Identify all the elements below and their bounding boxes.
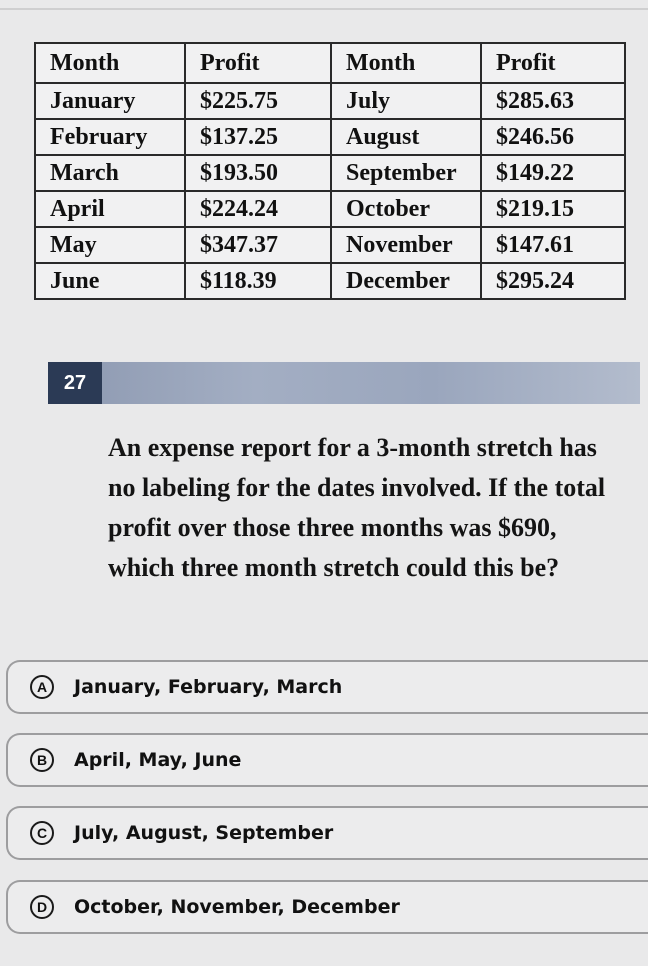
table-cell: $149.22 [481, 155, 625, 191]
table-cell: February [35, 119, 185, 155]
table-cell: $347.37 [185, 227, 331, 263]
table-cell: July [331, 83, 481, 119]
header-profit-2: Profit [481, 43, 625, 83]
table-cell: October [331, 191, 481, 227]
table-cell: $246.56 [481, 119, 625, 155]
choice-text-b: April, May, June [74, 749, 242, 771]
table-row [35, 119, 625, 155]
top-divider [0, 8, 648, 10]
table-row [35, 155, 625, 191]
table-cell: August [331, 119, 481, 155]
table-row [35, 83, 625, 119]
table-row [35, 227, 625, 263]
table-cell: September [331, 155, 481, 191]
question-header-band [48, 362, 640, 404]
profit-table [34, 42, 626, 300]
table-cell: $219.15 [481, 191, 625, 227]
table-cell: $295.24 [481, 263, 625, 299]
table-cell: $118.39 [185, 263, 331, 299]
table-cell: $225.75 [185, 83, 331, 119]
table-cell: November [331, 227, 481, 263]
table-cell: May [35, 227, 185, 263]
choice-c[interactable] [6, 806, 648, 860]
table-cell: $224.24 [185, 191, 331, 227]
table-cell: $285.63 [481, 83, 625, 119]
choice-text-d: October, November, December [74, 896, 400, 918]
choice-b[interactable] [6, 733, 648, 787]
table-cell: $137.25 [185, 119, 331, 155]
table-header-row [35, 43, 625, 83]
choice-letter-c: C [30, 821, 54, 845]
question-number: 27 [48, 362, 102, 404]
choice-letter-a: A [30, 675, 54, 699]
table-row [35, 191, 625, 227]
table-cell: April [35, 191, 185, 227]
table-cell: March [35, 155, 185, 191]
header-profit-1: Profit [185, 43, 331, 83]
choice-text-c: July, August, September [74, 822, 334, 844]
choice-letter-b: B [30, 748, 54, 772]
header-month-1: Month [35, 43, 185, 83]
table-row [35, 263, 625, 299]
table-cell: December [331, 263, 481, 299]
choice-a[interactable] [6, 660, 648, 714]
header-month-2: Month [331, 43, 481, 83]
table-cell: June [35, 263, 185, 299]
table-cell: $147.61 [481, 227, 625, 263]
choice-d[interactable] [6, 880, 648, 934]
choice-text-a: January, February, March [74, 676, 343, 698]
table-cell: $193.50 [185, 155, 331, 191]
choice-letter-d: D [30, 895, 54, 919]
table-cell: January [35, 83, 185, 119]
question-text: An expense report for a 3-month stretch has no labeling for the dates involved. If the total profit over those three months was $690, which three month stretch could this be? [108, 433, 606, 582]
